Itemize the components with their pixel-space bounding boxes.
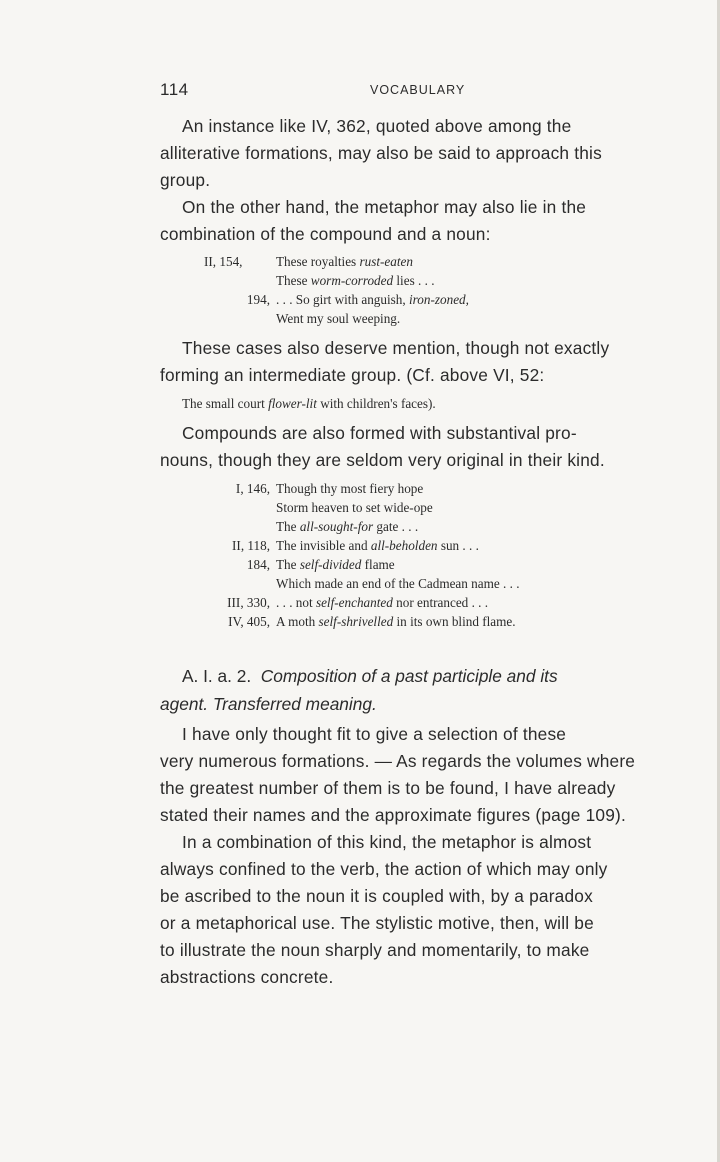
page-number: 114 <box>160 80 189 99</box>
para6-line: or a metaphorical use. The stylistic motive, then, will be <box>160 913 594 933</box>
para6-line: be ascribed to the noun it is coupled with, by a paradox <box>160 886 593 906</box>
italic-compound: self-enchanted <box>315 595 393 610</box>
para6-line: always confined to the verb, the action of which may only <box>160 859 608 879</box>
para3-line: These cases also deserve mention, though not exactly <box>182 338 610 358</box>
verse-ref: II, 118, <box>232 538 270 553</box>
para5-line: the greatest number of them is to be found, I have already <box>160 778 616 798</box>
italic-compound: all-beholden <box>370 538 438 553</box>
italic-compound: self-shrivelled <box>318 614 394 629</box>
quote-line: I, 146, Though thy most fiery hope <box>204 481 423 497</box>
para2-line: combination of the compound and a noun: <box>160 224 491 244</box>
italic-compound: flower-lit <box>268 396 317 411</box>
para4-line: nouns, though they are seldom very original in their kind. <box>160 450 605 470</box>
italic-compound: self-divided <box>299 557 362 572</box>
para6-line: to illustrate the noun sharply and momentarily, to make <box>160 940 590 960</box>
quote-line: 194, . . . So girt with anguish, iron-zoned, <box>204 292 469 308</box>
verse-ref: IV, 405, <box>228 614 270 629</box>
verse-ref: II, 154, <box>204 254 243 269</box>
para2-line: On the other hand, the metaphor may also lie in the <box>182 197 587 217</box>
italic-compound: worm-corroded <box>310 273 394 288</box>
quote-line: The small court flower-lit with children's faces). <box>182 396 436 411</box>
quote-line: Which made an end of the Cadmean name . . . <box>276 576 520 591</box>
para3-line: forming an intermediate group. (Cf. above VI, 52: <box>160 365 545 385</box>
section-heading <box>182 666 558 687</box>
quote-line: II, 154, These royalties rust-eaten <box>204 254 413 269</box>
quote-line: 184, The self-divided flame <box>204 557 395 573</box>
para6-line: abstractions concrete. <box>160 967 334 987</box>
verse-ref: 194, <box>246 292 270 307</box>
para6-line: In a combination of this kind, the metaphor is almost <box>182 832 592 852</box>
quote-line: III, 330, . . . not self-enchanted nor entranced . . . <box>204 595 488 611</box>
quote-line: The all-sought-for gate . . . <box>276 519 419 534</box>
quote-line: Storm heaven to set wide-ope <box>276 500 433 515</box>
section-number: A. I. a. 2. <box>182 666 252 686</box>
section-title: Composition of a past participle and its <box>260 666 558 686</box>
quote-line: Went my soul weeping. <box>276 311 401 326</box>
quote-line: IV, 405, A moth self-shrivelled in its own blind flame. <box>204 614 516 630</box>
verse-ref: III, 330, <box>227 595 270 610</box>
para1-line: alliterative formations, may also be said to approach this <box>160 143 602 163</box>
page-header <box>160 80 674 102</box>
para5-line: very numerous formations. — As regards the volumes where <box>160 751 636 771</box>
para1-line: An instance like IV, 362, quoted above among the <box>182 116 572 136</box>
italic-compound: all-sought-for <box>299 519 374 534</box>
verse-ref: I, 146, <box>235 481 270 496</box>
italic-compound: rust-eaten <box>359 254 413 269</box>
italic-compound: iron-zoned, <box>408 292 469 307</box>
verse-ref: 184, <box>246 557 270 572</box>
para5-line: I have only thought fit to give a selection of these <box>182 724 567 744</box>
quote-line: II, 118, The invisible and all-beholden sun . . . <box>204 538 479 554</box>
para4-line: Compounds are also formed with substantival pro- <box>182 423 577 443</box>
running-head: VOCABULARY <box>370 83 466 97</box>
para5-line: stated their names and the approximate figures (page 109). <box>160 805 626 825</box>
quote-line: These worm-corroded lies . . . <box>276 273 435 288</box>
section-title-cont: agent. Transferred meaning. <box>160 694 377 714</box>
para1-line: group. <box>160 170 211 190</box>
